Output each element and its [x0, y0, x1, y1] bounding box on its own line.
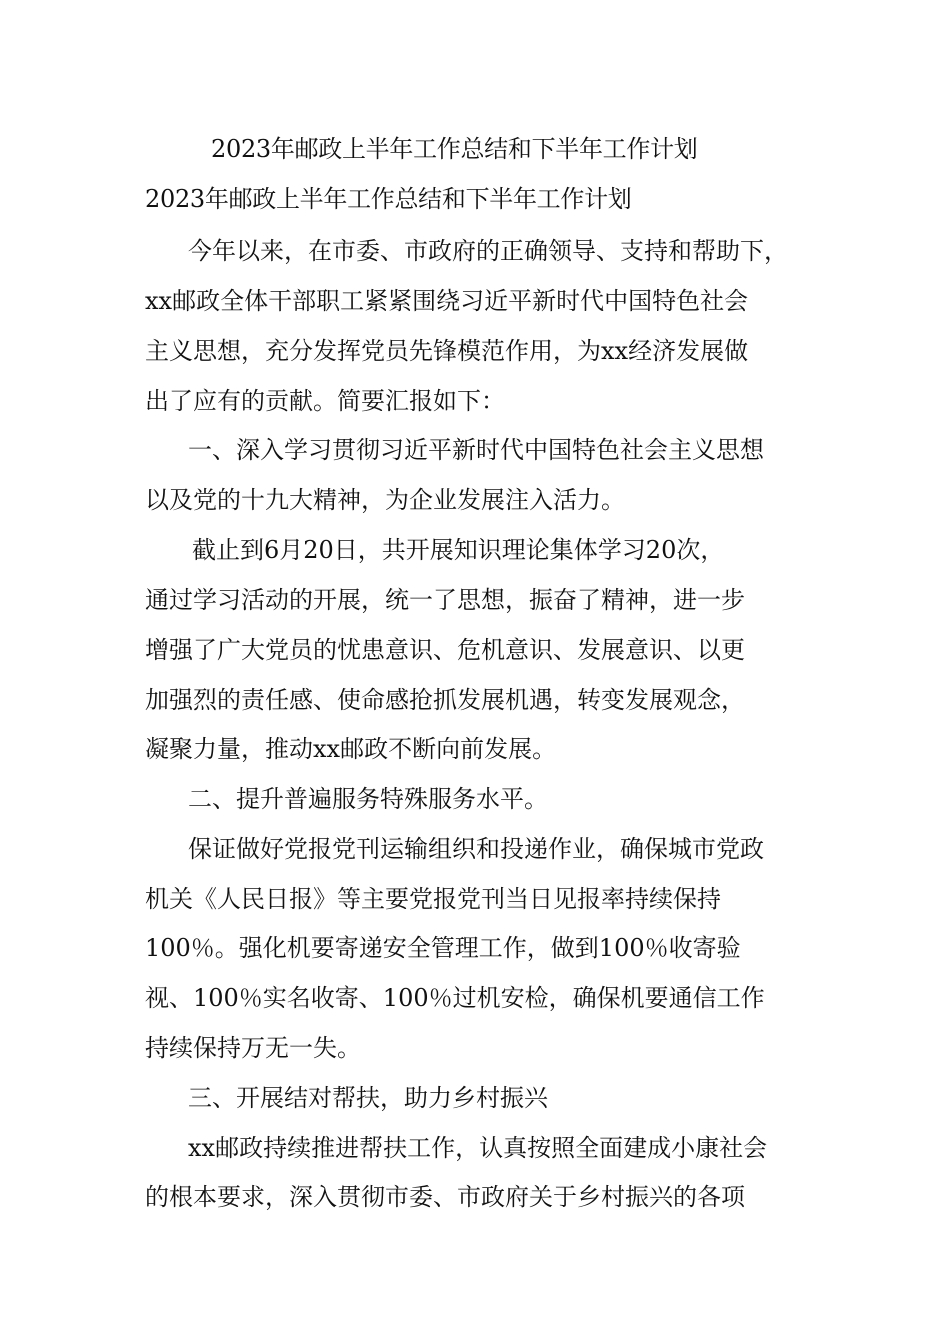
paragraph-line: 保证做好党报党刊运输组织和投递作业，确保城市党政: [188, 835, 764, 863]
paragraph-line: 今年以来，在市委、市政府的正确领导、支持和帮助下，: [188, 237, 788, 265]
paragraph-line: 持续保持万无一失。: [145, 1034, 361, 1062]
section-heading-line: 以及党的十九大精神，为企业发展注入活力。: [145, 486, 625, 514]
paragraph-line: 主义思想，充分发挥党员先锋模范作用，为xx经济发展做: [145, 337, 749, 365]
paragraph-line: 通过学习活动的开展，统一了思想，振奋了精神，进一步: [145, 586, 745, 614]
paragraph-line: 视、100％实名收寄、100％过机安检，确保机要通信工作: [145, 984, 765, 1012]
section-heading-line: 三、开展结对帮扶，助力乡村振兴: [188, 1084, 548, 1112]
paragraph-line: xx邮政全体干部职工紧紧围绕习近平新时代中国特色社会: [145, 287, 749, 315]
paragraph-line: 出了应有的贡献。简要汇报如下：: [145, 387, 505, 415]
paragraph-line: 截止到6月20日，共开展知识理论集体学习20次，: [192, 536, 725, 564]
section-heading-line: 二、提升普遍服务特殊服务水平。: [188, 785, 548, 813]
paragraph-line: 凝聚力量，推动xx邮政不断向前发展。: [145, 735, 557, 763]
paragraph-line: xx邮政持续推进帮扶工作，认真按照全面建成小康社会: [188, 1134, 768, 1162]
paragraph-line: 的根本要求，深入贯彻市委、市政府关于乡村振兴的各项: [145, 1183, 745, 1211]
document-subtitle: 2023年邮政上半年工作总结和下半年工作计划: [145, 185, 632, 213]
document-title: 2023年邮政上半年工作总结和下半年工作计划: [211, 135, 698, 163]
section-heading-line: 一、深入学习贯彻习近平新时代中国特色社会主义思想: [188, 436, 764, 464]
paragraph-line: 机关《人民日报》等主要党报党刊当日见报率持续保持: [145, 885, 721, 913]
paragraph-line: 增强了广大党员的忧患意识、危机意识、发展意识、以更: [145, 636, 745, 664]
paragraph-line: 100％。强化机要寄递安全管理工作，做到100％收寄验: [145, 934, 741, 962]
paragraph-line: 加强烈的责任感、使命感抢抓发展机遇，转变发展观念，: [145, 686, 745, 714]
